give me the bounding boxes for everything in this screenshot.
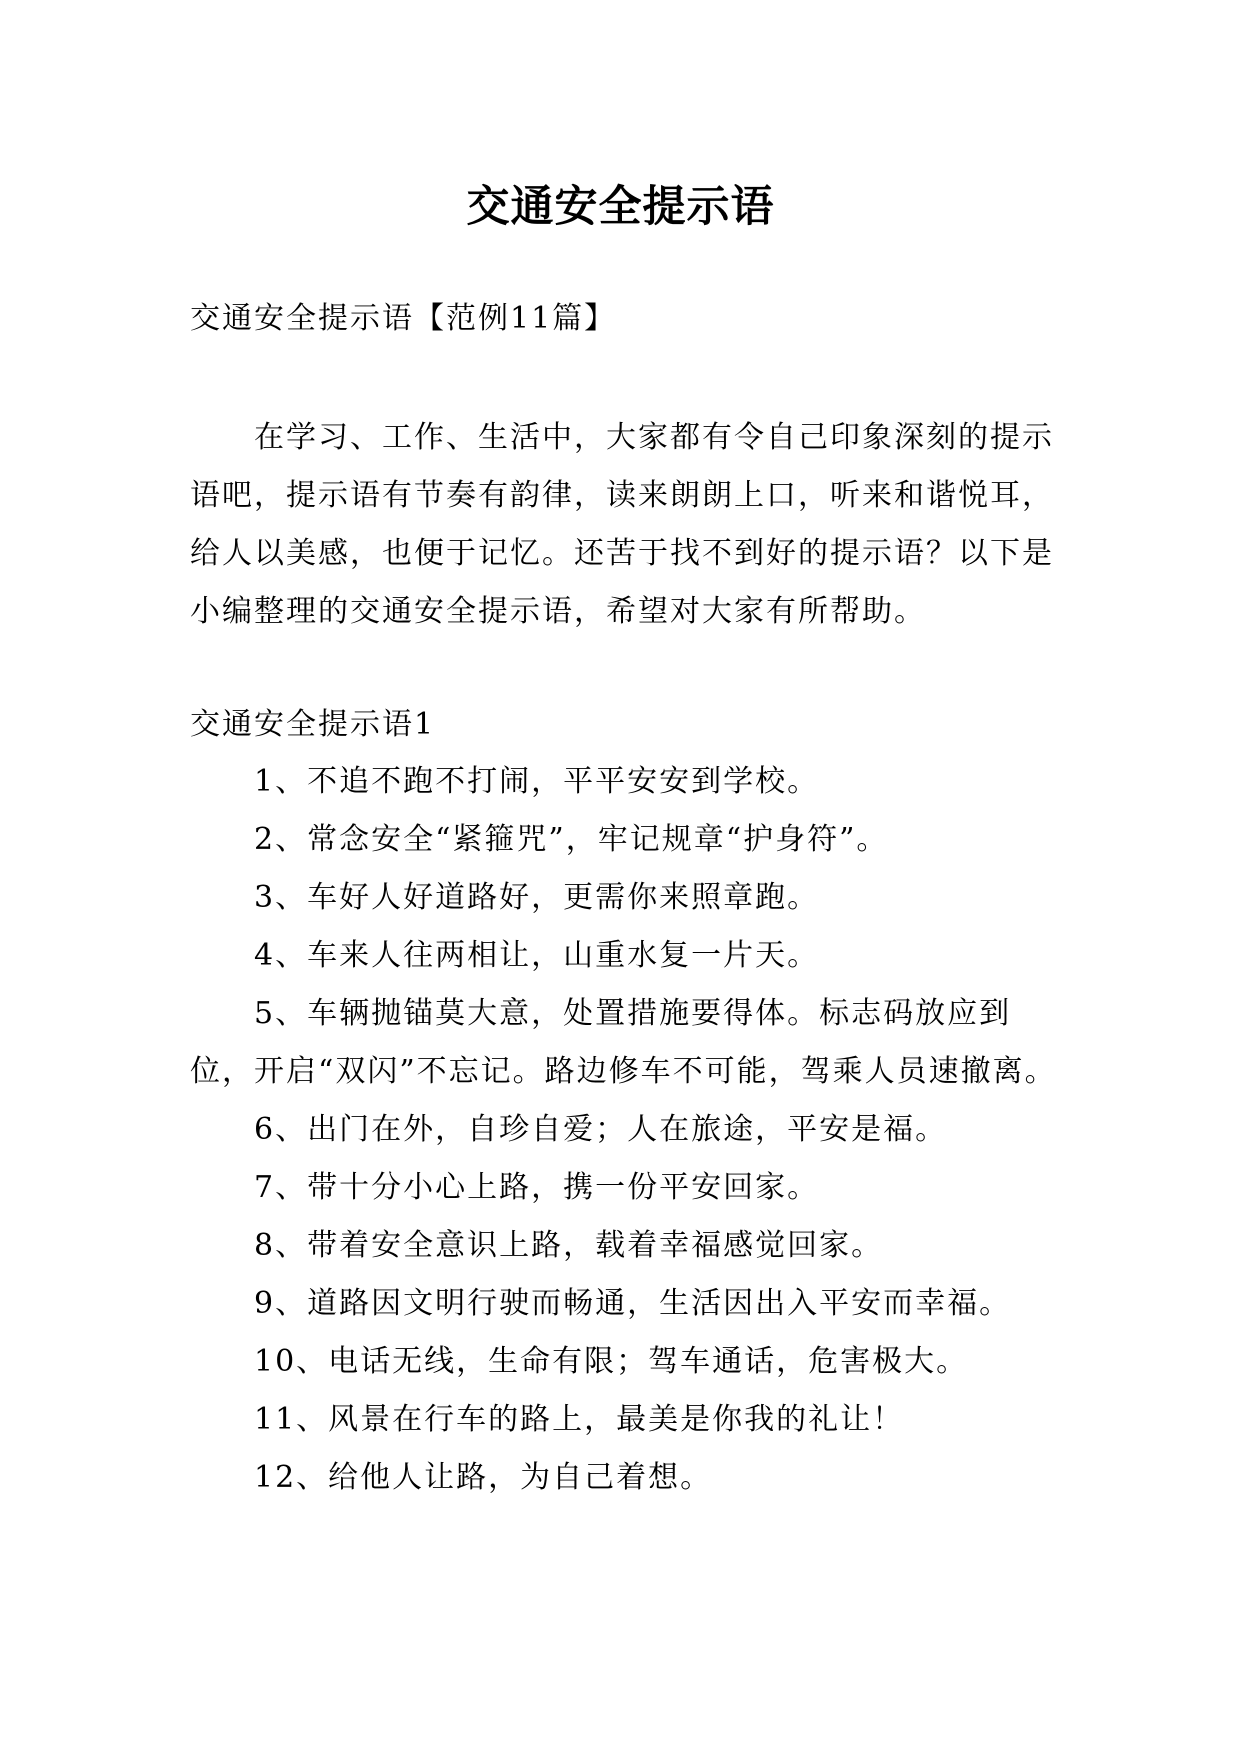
page-title: 交通安全提示语 [466, 181, 775, 232]
list-item: 2、常念安全“紧箍咒”，牢记规章“护身符”。 [254, 822, 889, 857]
tips-list [190, 753, 1070, 1507]
list-item: 6、出门在外，自珍自爱；人在旅途，平安是福。 [254, 1112, 948, 1147]
list-item: 8、带着安全意识上路，载着幸福感觉回家。 [254, 1228, 884, 1263]
intro-paragraph: 在学习、工作、生活中，大家都有令自己印象深刻的提示语吧，提示语有节奏有韵律，读来朗朗上口，听来和谐悦耳，给人以美感，也便于记忆。还苦于找不到好的提示语？以下是小编整理的交通安全提示语，希望对大家有所帮助。 [190, 420, 1054, 629]
list-item: 9、道路因文明行驶而畅通，生活因出入平安而幸福。 [254, 1286, 1012, 1321]
list-item: 1、不追不跑不打闹，平平安安到学校。 [254, 764, 820, 799]
list-item: 7、带十分小心上路，携一份平安回家。 [254, 1170, 820, 1205]
document-subtitle: 交通安全提示语【范例11篇】 [190, 301, 617, 336]
list-item: 3、车好人好道路好，更需你来照章跑。 [254, 880, 820, 915]
list-item: 5、车辆抛锚莫大意，处置措施要得体。标志码放应到位，开启“双闪”不忘记。路边修车不可能，驾乘人员速撤离。 [190, 996, 1057, 1089]
list-item: 4、车来人往两相让，山重水复一片天。 [254, 938, 820, 973]
list-item: 12、给他人让路，为自己着想。 [254, 1460, 713, 1495]
list-item: 10、电话无线，生命有限；驾车通话，危害极大。 [254, 1344, 969, 1379]
section-heading: 交通安全提示语1 [190, 707, 436, 742]
list-item: 11、风景在行车的路上，最美是你我的礼让！ [254, 1402, 905, 1437]
